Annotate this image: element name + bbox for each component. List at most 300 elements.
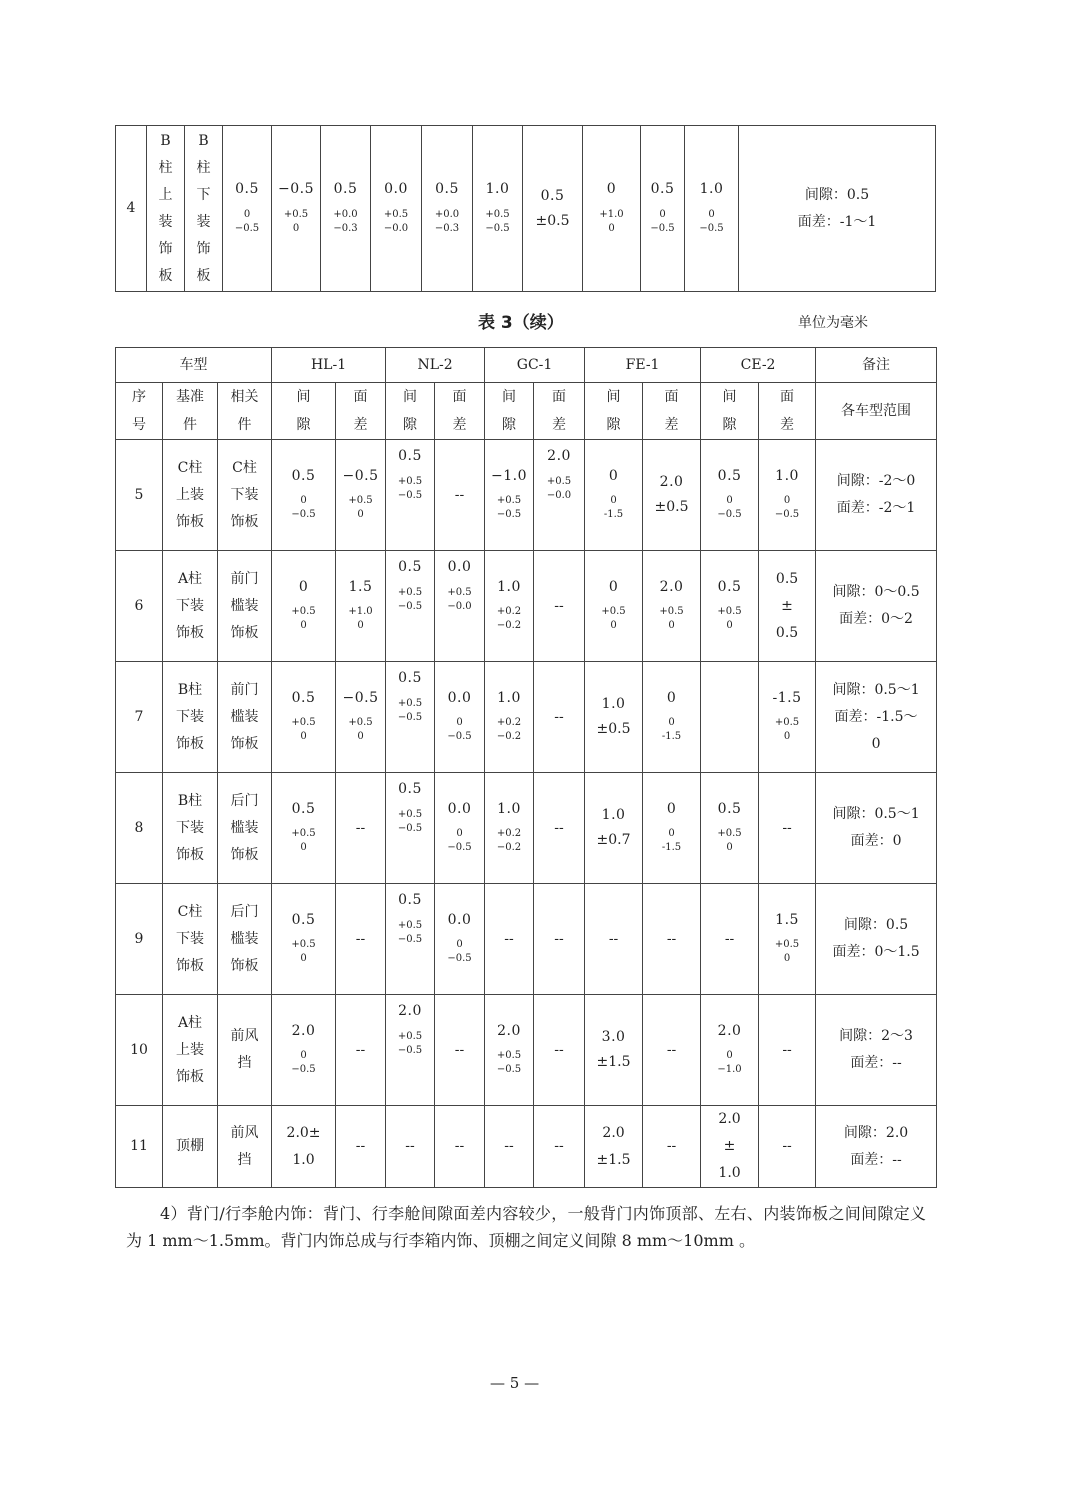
header-gap	[485, 383, 534, 440]
related-part-line: 挡	[237, 1151, 252, 1168]
nominal-value: 1.0	[497, 800, 521, 817]
base-part-line: B柱	[177, 681, 203, 698]
header-flush-line: 差	[452, 417, 467, 433]
header-base	[163, 383, 218, 440]
value-cell	[641, 126, 685, 292]
tolerance	[386, 1030, 434, 1058]
base-part-line: 下装	[176, 819, 204, 836]
tolerance	[585, 605, 642, 633]
value-cell: --	[643, 995, 701, 1106]
header-flush-line: 差	[780, 417, 795, 433]
tolerance	[272, 938, 335, 966]
nominal-value: 0.5	[291, 911, 316, 928]
range-note-line: 间隙：0.5～1	[832, 681, 920, 698]
tolerance-line: +0.5	[774, 939, 800, 951]
tolerance-line: 0	[357, 509, 364, 521]
related-part-char: 下	[196, 186, 211, 203]
tolerance	[583, 208, 640, 236]
range-note-line: 间隙：2.0	[843, 1124, 909, 1141]
nominal-value: 0.5	[291, 800, 316, 817]
value-cell	[386, 884, 435, 995]
base-part-line: 饰板	[176, 846, 204, 863]
range-note	[816, 773, 937, 884]
page-number: — 5 —	[490, 1374, 540, 1392]
value-cell	[272, 773, 336, 884]
header-flush	[336, 383, 386, 440]
header-row-fields	[116, 383, 937, 440]
value-cell: --	[336, 995, 386, 1106]
tolerance-line: −0.5	[496, 509, 522, 521]
base-part-char: 板	[158, 267, 173, 284]
base-part-char: 装	[158, 213, 173, 230]
related-part-char: 柱	[196, 159, 211, 176]
base-part	[163, 662, 218, 773]
value-cell	[386, 662, 435, 773]
tolerance-line: −0.3	[333, 222, 358, 234]
tolerance-line: +0.5	[496, 1050, 522, 1062]
tolerance	[272, 208, 320, 236]
tolerance-line: +0.5	[383, 208, 409, 220]
nominal-value: 2.0	[497, 1022, 521, 1039]
tolerance-line: 0	[708, 208, 715, 220]
tolerance	[321, 208, 370, 236]
tolerance-line: +1.0	[599, 208, 624, 220]
range-note-line: 面差：--	[850, 1151, 902, 1168]
tolerance-line: +0.5	[397, 1030, 423, 1042]
body-paragraph: 4）背门/行李舱内饰：背门、行李舱间隙面差内容较少，一般背门内饰顶部、左右、内装饰板之间间隙定义为 1 mm～1.5mm。背门内饰总成与行李箱内饰、顶棚之间定义间隙 8 mm～10mm 。	[126, 1204, 926, 1250]
value-cell	[272, 884, 336, 995]
related-part-char: 板	[196, 267, 211, 284]
value-cell	[585, 773, 643, 884]
related-part-char: 饰	[196, 240, 211, 257]
tolerance-line: −0.5	[397, 600, 423, 612]
range-note	[816, 662, 937, 773]
value-cell	[685, 126, 739, 292]
tolerance-line: +0.5	[348, 495, 373, 507]
base-part	[163, 773, 218, 884]
header-model-name: CE-2	[701, 348, 816, 383]
nominal-value: 0.5	[333, 181, 358, 198]
tolerance-line: 0	[456, 828, 463, 840]
tolerance-line: −0.5	[496, 1064, 522, 1076]
tolerance	[701, 605, 758, 633]
header-no	[116, 383, 163, 440]
base-part-char: 上	[158, 186, 173, 203]
related-part-line: 饰板	[230, 957, 259, 974]
tolerance	[422, 208, 472, 236]
value-cell	[701, 551, 759, 662]
range-note	[739, 126, 936, 292]
related-part-line: 槛装	[230, 708, 259, 725]
tolerance-line: −0.5	[717, 509, 742, 521]
nominal-value: −0.5	[342, 467, 379, 484]
nominal-value: 0.5	[398, 559, 422, 575]
header-related-line: 相关	[230, 389, 259, 405]
header-model-name: FE-1	[585, 348, 701, 383]
table-top-row4	[115, 125, 936, 292]
tolerance-line: 0	[300, 731, 307, 743]
header-model-name: NL-2	[386, 348, 485, 383]
value-line: 2.0	[602, 1124, 625, 1141]
header-flush-line: 差	[353, 417, 368, 433]
base-part-line: C柱	[177, 903, 203, 920]
tolerance	[386, 475, 434, 503]
header-row-models	[116, 348, 937, 383]
base-part-line: 下装	[176, 597, 204, 614]
range-note-line: 间隙：0.5～1	[832, 806, 920, 822]
value-cell	[485, 662, 534, 773]
nominal-value: 0.5	[398, 670, 422, 686]
value-cell	[585, 440, 643, 551]
header-gap-line: 间	[296, 389, 311, 405]
value-cell	[272, 995, 336, 1106]
tolerance-line: −0.5	[447, 731, 472, 743]
related-part-char: B	[198, 132, 209, 149]
tolerance-line: 0	[300, 1050, 307, 1062]
nominal-value: 1.0	[775, 467, 799, 484]
value-cell	[321, 126, 371, 292]
header-gap-line: 隙	[296, 417, 311, 433]
range-note	[816, 551, 937, 662]
table-row	[116, 126, 936, 292]
header-model-name: GC-1	[485, 348, 585, 383]
value-cell: --	[336, 1106, 386, 1188]
range-note-line: 面差：-2～1	[836, 500, 916, 516]
header-related-line: 件	[237, 417, 252, 433]
tolerance-line: +0.5	[546, 475, 572, 487]
tolerance-line: +0.5	[397, 697, 423, 709]
row-number: 5	[116, 440, 163, 551]
value-cell	[643, 773, 701, 884]
nominal-value: 0.0	[384, 181, 408, 198]
tolerance	[643, 827, 700, 855]
related-part	[218, 773, 272, 884]
header-gap	[386, 383, 435, 440]
value-cell	[435, 662, 485, 773]
value-cell	[585, 995, 643, 1106]
value-cell	[435, 551, 485, 662]
nominal-value: 0.0	[447, 559, 472, 575]
header-gap	[701, 383, 759, 440]
tolerance	[643, 605, 700, 633]
range-note-line: 面差：-1.5～	[834, 708, 918, 725]
base-part-char: B	[160, 132, 171, 149]
tolerance-line: −0.5	[485, 222, 510, 234]
tolerance	[386, 586, 434, 614]
tolerance-line: +0.5	[397, 475, 423, 487]
tolerance-line: −0.5	[650, 222, 675, 234]
tolerance-line: +0.5	[291, 828, 316, 840]
tolerance-line: −0.5	[447, 953, 472, 965]
tolerance	[272, 827, 335, 855]
tolerance-line: −0.3	[434, 222, 460, 234]
value-cell	[583, 126, 641, 292]
tolerance-line: −0.5	[397, 1044, 423, 1056]
value-cell	[386, 551, 435, 662]
related-part	[218, 1106, 272, 1188]
nominal-value: 2.0	[398, 1003, 422, 1019]
nominal-value: 0.5	[398, 448, 422, 464]
table-row	[116, 995, 937, 1106]
tolerance-line: 0	[300, 953, 307, 965]
related-part-line: 槛装	[230, 930, 259, 947]
tolerance	[272, 716, 335, 744]
tolerance-line: 0	[668, 717, 675, 729]
tolerance	[701, 1049, 758, 1077]
value-cell: --	[759, 995, 816, 1106]
table-row	[116, 662, 937, 773]
header-gap-line: 间	[502, 389, 517, 405]
value-cell: --	[485, 884, 534, 995]
value-line: ±	[781, 597, 793, 614]
value-cell	[759, 662, 816, 773]
tolerance-line: +0.0	[434, 208, 460, 220]
tolerance-line: −0.5	[291, 509, 316, 521]
value-cell	[585, 551, 643, 662]
value-cell	[585, 662, 643, 773]
tolerance-line: −0.5	[397, 933, 423, 945]
value-cell: --	[643, 1106, 701, 1188]
tolerance	[386, 919, 434, 947]
value-cell: --	[435, 440, 485, 551]
tolerance-line: +0.0	[333, 208, 358, 220]
value-cell	[643, 662, 701, 773]
row-number: 6	[116, 551, 163, 662]
tolerance-line: 0	[668, 620, 675, 632]
tolerance	[585, 494, 642, 522]
tolerance	[272, 1049, 335, 1077]
nominal-value: 2.0	[717, 1022, 742, 1039]
base-part-line: 下装	[176, 930, 204, 947]
value-line: 0.5	[775, 624, 799, 641]
related-part-line: 前风	[230, 1124, 259, 1141]
value-cell	[371, 126, 422, 292]
related-part	[218, 662, 272, 773]
tolerance-line: −0.2	[496, 731, 522, 743]
range-note-line: 间隙：0～0.5	[832, 584, 920, 600]
value-cell	[386, 995, 435, 1106]
base-part	[163, 1106, 218, 1188]
related-part-line: 饰板	[230, 513, 259, 530]
tolerance	[272, 605, 335, 633]
header-remark: 备注	[816, 348, 937, 383]
base-part-line: 饰板	[176, 513, 204, 530]
value-line: 1.0	[292, 1151, 315, 1168]
range-note-line: 间隙：0.5	[843, 917, 909, 933]
value-cell	[701, 440, 759, 551]
tolerance	[473, 208, 522, 236]
nominal-value: 0	[608, 467, 619, 484]
base-part	[163, 884, 218, 995]
related-part-line: 槛装	[230, 819, 259, 836]
value-cell: --	[643, 884, 701, 995]
tolerance-line: −0.5	[397, 822, 423, 834]
header-gap-line: 隙	[606, 417, 621, 433]
header-flush	[643, 383, 701, 440]
value-cell	[272, 662, 336, 773]
tolerance-line: -1.5	[603, 509, 624, 521]
nominal-value: 1.0	[485, 181, 510, 198]
tolerance-line: 0	[783, 953, 791, 965]
value-cell: --	[336, 773, 386, 884]
header-flush	[435, 383, 485, 440]
value-cell	[272, 440, 336, 551]
tolerance-line: 0	[783, 731, 791, 743]
table-row	[116, 1106, 937, 1188]
nominal-value: 0.5	[650, 181, 675, 198]
tolerance-line: 0	[357, 620, 364, 632]
header-flush-line: 面	[664, 389, 679, 405]
tolerance	[435, 938, 484, 966]
tolerance-line: 0	[357, 731, 364, 743]
tolerance	[685, 208, 738, 236]
value-cell: --	[386, 1106, 435, 1188]
tolerance-line: 0	[783, 495, 791, 507]
row-number: 7	[116, 662, 163, 773]
related-part	[218, 551, 272, 662]
nominal-value: 0	[606, 181, 617, 198]
related-part-line: 饰板	[230, 846, 259, 863]
nominal-value: 0.0	[447, 911, 472, 928]
tolerance-line: 0	[726, 495, 733, 507]
nominal-value: 1.0	[601, 696, 626, 713]
tolerance-line: 0	[610, 495, 617, 507]
value-line: ±1.5	[596, 1151, 631, 1168]
nominal-value: 0.0	[447, 800, 472, 817]
tolerance-line: 0	[608, 222, 615, 234]
value-cell	[272, 551, 336, 662]
tolerance-line: +0.5	[659, 606, 684, 618]
nominal-value: 1.0	[497, 578, 521, 595]
tolerance-line: −0.2	[496, 842, 522, 854]
nominal-value: 0	[666, 689, 677, 706]
base-part-line: A柱	[177, 570, 203, 587]
header-flush-line: 面	[452, 389, 467, 405]
tolerance	[435, 586, 484, 614]
base-part	[147, 126, 185, 292]
nominal-value: -1.5	[772, 689, 802, 706]
base-part-line: 饰板	[176, 1068, 204, 1085]
value-cell	[701, 662, 759, 773]
range-note	[816, 1106, 937, 1188]
value-cell: --	[534, 662, 585, 773]
header-gap-line: 隙	[722, 417, 737, 433]
range-note-line: 间隙：-2～0	[836, 473, 916, 489]
tolerance	[701, 494, 758, 522]
related-part-line: 后门	[230, 903, 259, 920]
range-note-line: 面差：0～1.5	[832, 944, 920, 960]
nominal-value: 0.5	[291, 467, 316, 484]
tolerance-line: 0	[300, 620, 307, 632]
related-part	[218, 995, 272, 1106]
tolerance-line: 0	[300, 495, 307, 507]
tolerance-line: 0	[456, 939, 463, 951]
header-base-line: 件	[183, 417, 197, 433]
unit-label: 单位为毫米	[798, 315, 868, 331]
value-cell: --	[759, 773, 816, 884]
table-caption: 表 3（续）	[478, 313, 564, 333]
tolerance-line: +0.5	[601, 606, 626, 618]
value-cell	[386, 773, 435, 884]
value-cell: --	[485, 1106, 534, 1188]
value-cell	[759, 551, 816, 662]
related-part-line: 槛装	[230, 597, 259, 614]
tolerance	[485, 1049, 533, 1077]
related-part-line: 下装	[230, 486, 259, 503]
nominal-value: 0	[298, 578, 309, 595]
table-row	[116, 440, 937, 551]
header-gap	[272, 383, 336, 440]
range-note-line: 面差：--	[850, 1055, 902, 1071]
tolerance-line: 0	[292, 222, 300, 234]
tolerance-line: +0.5	[397, 808, 423, 820]
value-cell	[759, 440, 816, 551]
value-cell	[435, 773, 485, 884]
base-part-line: C柱	[177, 459, 203, 476]
range-note-line: 0	[871, 735, 881, 752]
nominal-value: 2.0	[659, 474, 684, 491]
range-note-line: 间隙：0.5	[804, 186, 870, 203]
tolerance-line: +1.0	[348, 606, 373, 618]
related-part-line: C柱	[232, 459, 257, 476]
value-line: 1.0	[718, 1165, 741, 1181]
range-note-line: 面差：-1～1	[797, 213, 877, 230]
row-number: 4	[116, 126, 147, 292]
nominal-value: 0.5	[540, 187, 565, 204]
header-model: 车型	[116, 348, 272, 383]
value-cell	[523, 126, 583, 292]
tolerance	[485, 827, 533, 855]
nominal-value: 1.0	[497, 689, 521, 706]
related-part-line: 前门	[230, 681, 259, 698]
value-cell	[534, 440, 585, 551]
tolerance	[759, 716, 815, 744]
row-number: 8	[116, 773, 163, 884]
value-cell	[336, 551, 386, 662]
nominal-value: 2.0	[291, 1022, 316, 1039]
tolerance	[435, 827, 484, 855]
value-cell: --	[435, 995, 485, 1106]
table-row	[116, 773, 937, 884]
base-part	[163, 995, 218, 1106]
related-part-line: 后门	[230, 792, 259, 809]
tolerance-line: −0.5	[774, 509, 800, 521]
header-flush-line: 面	[552, 389, 567, 405]
nominal-value: 0.5	[717, 578, 742, 595]
tolerance	[336, 494, 385, 522]
nominal-value: 0.5	[717, 467, 742, 484]
nominal-value: 0.5	[398, 781, 422, 797]
tolerance	[386, 697, 434, 725]
range-note-line: 面差：0	[850, 833, 902, 849]
value-cell	[759, 884, 816, 995]
base-part-line: 饰板	[176, 735, 204, 752]
nominal-value: 1.5	[775, 911, 799, 928]
value-cell	[643, 440, 701, 551]
header-no-line: 序	[132, 389, 146, 405]
tolerance	[435, 716, 484, 744]
tolerance-line: +0.5	[283, 208, 309, 220]
tolerance	[485, 716, 533, 744]
tolerance-line: −0.5	[447, 842, 472, 854]
tolerance-line: +0.5	[496, 495, 522, 507]
header-gap-line: 间	[606, 389, 621, 405]
tolerance-line: −0.0	[447, 600, 472, 612]
tolerance-line: +0.5	[397, 586, 423, 598]
related-part-line: 前风	[230, 1028, 259, 1044]
nominal-value: 0.5	[235, 181, 259, 198]
tolerance-line: −0.5	[234, 222, 260, 234]
